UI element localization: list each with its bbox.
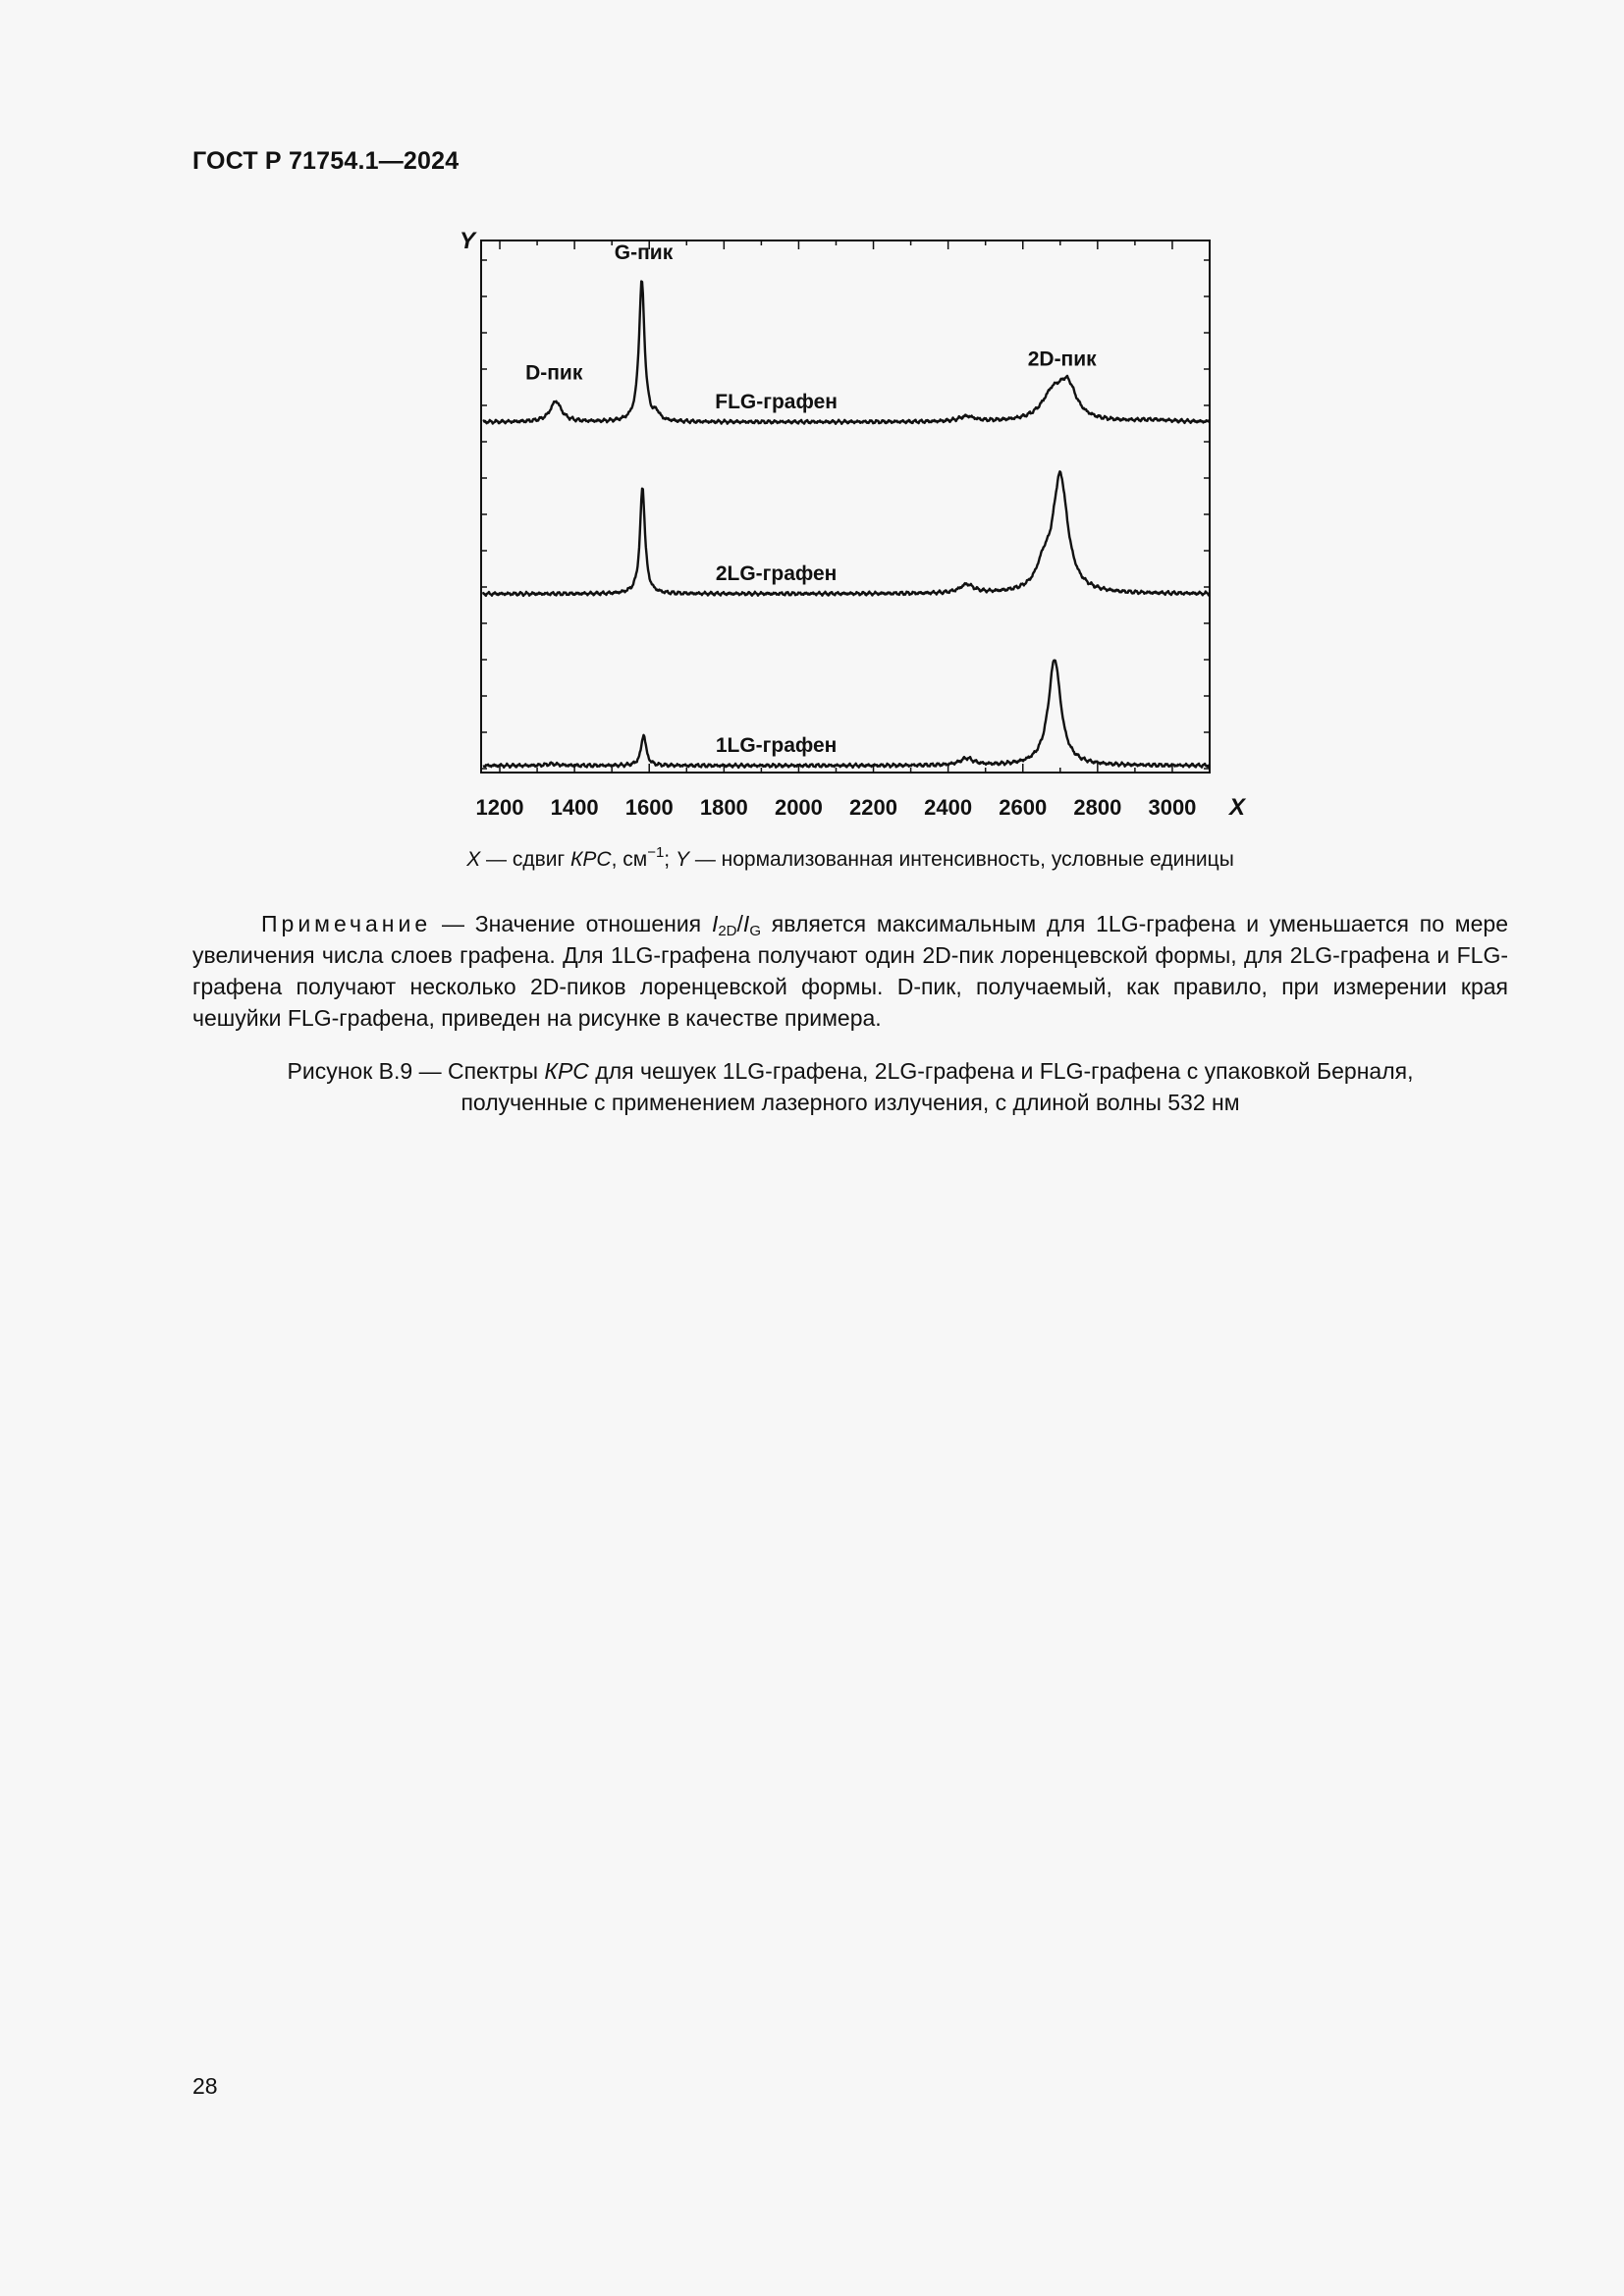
- plot-frame: [481, 240, 1210, 773]
- x-tick-label: 2800: [1073, 795, 1122, 820]
- peak-annotation: 2D-пик: [1027, 347, 1097, 371]
- x-tick-label: 2600: [999, 795, 1048, 820]
- caption-part-a: Рисунок В.9 — Спектры: [287, 1058, 545, 1084]
- page-number: 28: [192, 2073, 218, 2099]
- note-ratio-slash: /: [736, 911, 743, 936]
- series-label: 1LG-графен: [715, 734, 838, 757]
- spectrum-line: [483, 471, 1210, 596]
- x-tick-label: 1200: [475, 795, 524, 820]
- raman-spectra-figure: [432, 221, 1276, 834]
- legend-x-symbol: X: [466, 848, 481, 871]
- y-axis-label: Y: [460, 228, 476, 254]
- figure-caption: [192, 1055, 1508, 1118]
- series-label: FLG-графен: [715, 391, 838, 413]
- x-tick-label: 1800: [699, 795, 748, 820]
- x-tick-label: 3000: [1148, 795, 1197, 820]
- figure-legend: [192, 844, 1508, 872]
- caption-krs: КРС: [544, 1058, 589, 1084]
- note-text-2: является максимальным для 1LG-графена и уменьшается по мере увеличения числа слоев графена. Для 1LG-графена получают один 2D-пик лоренцевской формы, для 2LG-графена и FLG-графена получают несколько 2D-пиков лоренцевской формы. D-пик, получаемый, как правило, при измерении края чешуйки FLG-графена, приведен на рисунке в качестве примера.: [192, 911, 1508, 1031]
- raman-chart: [432, 221, 1276, 834]
- legend-krs: КРС: [570, 848, 612, 871]
- note-text-1: — Значение отношения: [431, 911, 712, 936]
- legend-x-unit-exp: −1: [647, 844, 665, 861]
- note-ratio-sub2: G: [749, 923, 761, 939]
- note-paragraph: [192, 908, 1508, 1034]
- document-header: ГОСТ Р 71754.1—2024: [192, 147, 460, 175]
- legend-y-desc: — нормализованная интенсивность, условные единицы: [688, 848, 1234, 871]
- peak-annotation: D-пик: [525, 361, 583, 385]
- x-tick-label: 1400: [550, 795, 599, 820]
- legend-sep: ;: [664, 848, 676, 871]
- x-tick-label: 1600: [624, 795, 674, 820]
- caption-line-2: полученные с применением лазерного излучения, с длиной волны 532 нм: [460, 1090, 1240, 1115]
- x-tick-label: 2000: [774, 795, 823, 820]
- series-label: 2LG-графен: [715, 562, 838, 585]
- legend-y-symbol: Y: [675, 848, 689, 871]
- spectrum-line: [483, 282, 1210, 424]
- caption-part-b: для чешуек 1LG-графена, 2LG-графена и FLG-графена с упаковкой Берналя,: [588, 1058, 1414, 1084]
- note-ratio-i2: I: [742, 911, 750, 936]
- note-label: Примечание: [261, 911, 432, 936]
- legend-x-desc: — сдвиг: [480, 848, 571, 871]
- spectrum-line: [483, 661, 1210, 768]
- peak-annotation: G-пик: [614, 240, 674, 264]
- x-axis-label: X: [1229, 794, 1246, 821]
- x-tick-label: 2400: [924, 795, 973, 820]
- x-tick-label: 2200: [849, 795, 898, 820]
- note-ratio-sub1: 2D: [718, 923, 737, 939]
- legend-x-unit: , см: [611, 848, 648, 871]
- note-ratio-i1: I: [711, 911, 719, 936]
